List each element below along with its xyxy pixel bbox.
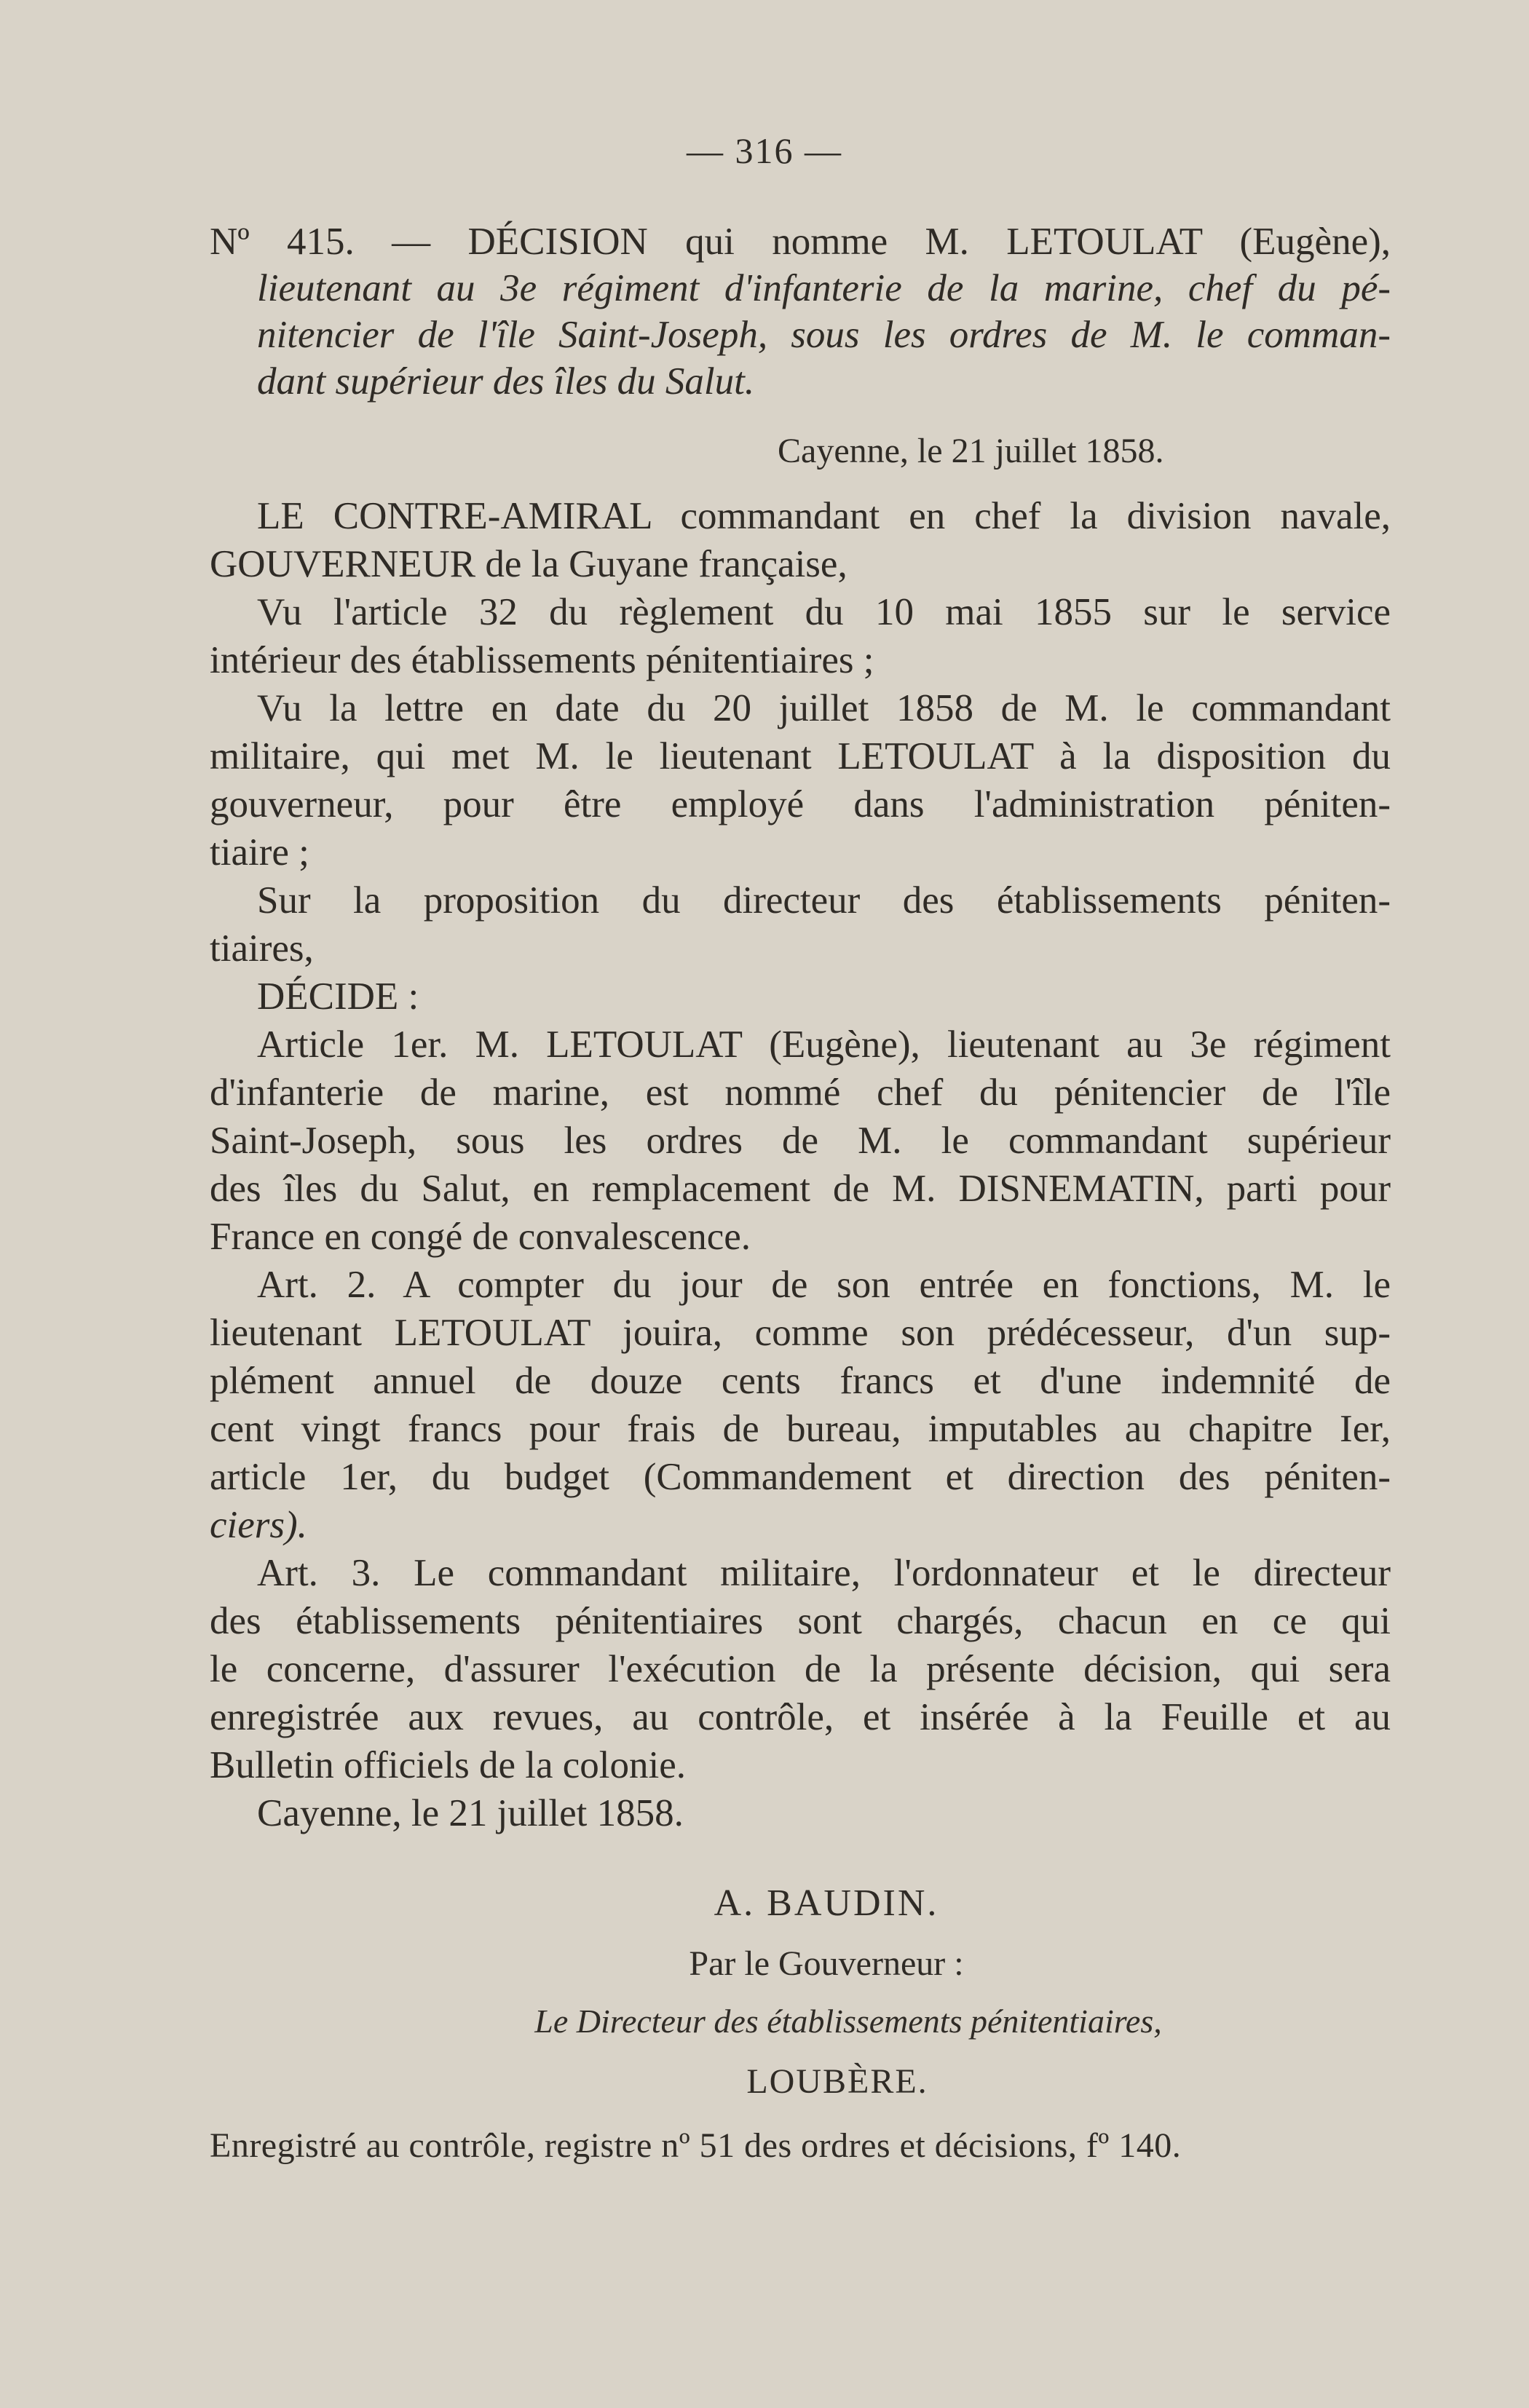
heading-line: lieutenant au 3e régiment d'infanterie de la marine, chef du pé- xyxy=(257,267,1391,309)
signature-by: Par le Gouverneur : xyxy=(689,1944,964,1983)
body-line: tiaires, xyxy=(210,927,314,970)
body-line: Art. 3. Le commandant militaire, l'ordonnateur et le directeur xyxy=(257,1552,1391,1594)
body-line: d'infanterie de marine, est nommé chef du pénitencier de l'île xyxy=(210,1072,1391,1114)
decide-label: DÉCIDE : xyxy=(257,975,419,1018)
body-line: Bulletin officiels de la colonie. xyxy=(210,1744,686,1786)
body-line: Article 1er. M. LETOULAT (Eugène), lieutenant au 3e régiment xyxy=(257,1023,1391,1066)
page-number: — 316 — xyxy=(687,130,842,171)
closing-date: Cayenne, le 21 juillet 1858. xyxy=(257,1792,684,1834)
heading-line: dant supérieur des îles du Salut. xyxy=(257,360,755,403)
body-line: des établissements pénitentiaires sont chargés, chacun en ce qui xyxy=(210,1600,1391,1642)
heading-line: nitencier de l'île Saint-Joseph, sous les ordres de M. le comman- xyxy=(257,314,1391,356)
body-line: Vu la lettre en date du 20 juillet 1858 de M. le commandant xyxy=(257,687,1391,729)
body-line: cent vingt francs pour frais de bureau, imputables au chapitre Ier, xyxy=(210,1408,1391,1450)
body-line: plément annuel de douze cents francs et d'une indemnité de xyxy=(210,1360,1391,1402)
body-line: France en congé de convalescence. xyxy=(210,1216,751,1258)
decision-body xyxy=(210,492,1391,1837)
dateline: Cayenne, le 21 juillet 1858. xyxy=(778,432,1164,470)
decision-heading xyxy=(210,218,1391,405)
body-line: Saint-Joseph, sous les ordres de M. le commandant supérieur xyxy=(210,1120,1391,1162)
countersign-name: LOUBÈRE. xyxy=(746,2062,928,2101)
body-line: intérieur des établissements pénitentiaires ; xyxy=(210,639,874,681)
body-line: lieutenant LETOULAT jouira, comme son prédécesseur, d'un sup- xyxy=(210,1312,1391,1354)
body-line: des îles du Salut, en remplacement de M. DISNEMATIN, parti pour xyxy=(210,1168,1391,1210)
body-line: le concerne, d'assurer l'exécution de la présente décision, qui sera xyxy=(210,1648,1391,1690)
body-line: Art. 2. A compter du jour de son entrée en fonctions, M. le xyxy=(257,1264,1391,1306)
signature-name: A. BAUDIN. xyxy=(714,1882,939,1924)
body-line: tiaire ; xyxy=(210,831,309,874)
heading-line: Nº 415. — DÉCISION qui nomme M. LETOULAT (Eugène), xyxy=(210,221,1391,263)
body-line: Sur la proposition du directeur des établissements péniten- xyxy=(257,879,1391,922)
registration-note: Enregistré au contrôle, registre nº 51 des ordres et décisions, fº 140. xyxy=(210,2126,1182,2165)
body-line: Vu l'article 32 du règlement du 10 mai 1855 sur le service xyxy=(257,591,1391,633)
body-line: GOUVERNEUR de la Guyane française, xyxy=(210,543,848,585)
body-line: gouverneur, pour être employé dans l'administration péniten- xyxy=(210,783,1391,825)
body-line: LE CONTRE-AMIRAL commandant en chef la division navale, xyxy=(257,495,1391,537)
body-line: ciers). xyxy=(210,1504,307,1546)
body-line: article 1er, du budget (Commandement et direction des péniten- xyxy=(210,1456,1391,1498)
body-line: militaire, qui met M. le lieutenant LETOULAT à la disposition du xyxy=(210,735,1391,777)
body-line: enregistrée aux revues, au contrôle, et insérée à la Feuille et au xyxy=(210,1696,1391,1738)
signature-title: Le Directeur des établissements pénitentiaires, xyxy=(534,2003,1162,2040)
